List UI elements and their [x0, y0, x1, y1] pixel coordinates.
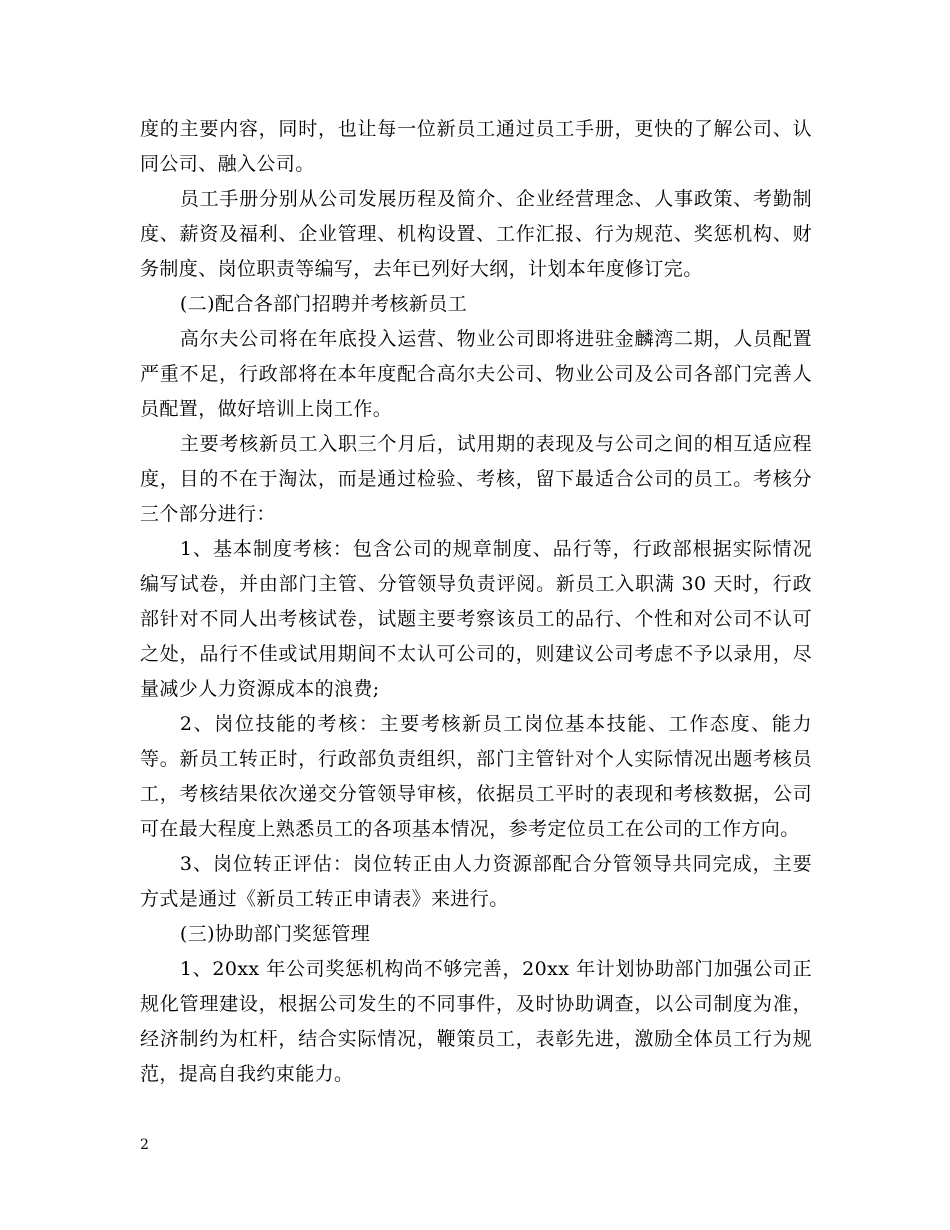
section-heading: (二)配合各部门招聘并考核新员工: [179, 293, 468, 315]
section-heading: (三)协助部门奖惩管理: [179, 923, 371, 945]
list-item: 2、岗位技能的考核：主要考核新员工岗位基本技能、工作态度、能力等。新员工转正时，行政部负责组织，部门主管针对个人实际情况出题考核员工，考核结果依次递交分管领导审核，依据员工平时的表现和考核数据，公司可在最大程度上熟悉员工的各项基本情况，参考定位员工在公司的工作方向。: [140, 713, 812, 840]
list-item: 3、岗位转正评估：岗位转正由人力资源部配合分管领导共同完成，主要方式是通过《新员工转正申请表》来进行。: [140, 853, 812, 910]
paragraph: 主要考核新员工入职三个月后，试用期的表现及与公司之间的相互适应程度，目的不在于淘汰，而是通过检验、考核，留下最适合公司的员工。考核分三个部分进行：: [140, 433, 812, 525]
list-item: 1、基本制度考核：包含公司的规章制度、品行等，行政部根据实际情况编写试卷，并由部门主管、分管领导负责评阅。新员工入职满 30 天时，行政部针对不同人出考核试卷，试题主要考察该员工的品行、个性和对公司不认可之处，品行不佳或试用期间不太认可公司的，则建议公司考虑不予以录用，尽量减少人力资源成本的浪费;: [140, 538, 812, 700]
paragraph: 度的主要内容，同时，也让每一位新员工通过员工手册，更快的了解公司、认同公司、融入公司。: [140, 118, 812, 175]
list-item: 1、20xx 年公司奖惩机构尚不够完善，20xx 年计划协助部门加强公司正规化管理建设，根据公司发生的不同事件，及时协助调查，以公司制度为准，经济制约为杠杆，结合实际情况，鞭策员工，表彰先进，激励全体员工行为规范，提高自我约束能力。: [140, 958, 812, 1085]
document-body: [140, 112, 812, 1092]
paragraph: 高尔夫公司将在年底投入运营、物业公司即将进驻金麟湾二期，人员配置严重不足，行政部将在本年度配合高尔夫公司、物业公司及公司各部门完善人员配置，做好培训上岗工作。: [140, 328, 812, 420]
page-number: 2: [140, 1137, 149, 1153]
paragraph: 员工手册分别从公司发展历程及简介、企业经营理念、人事政策、考勤制度、薪资及福利、企业管理、机构设置、工作汇报、行为规范、奖惩机构、财务制度、岗位职责等编写，去年已列好大纲，计划本年度修订完。: [140, 188, 812, 280]
